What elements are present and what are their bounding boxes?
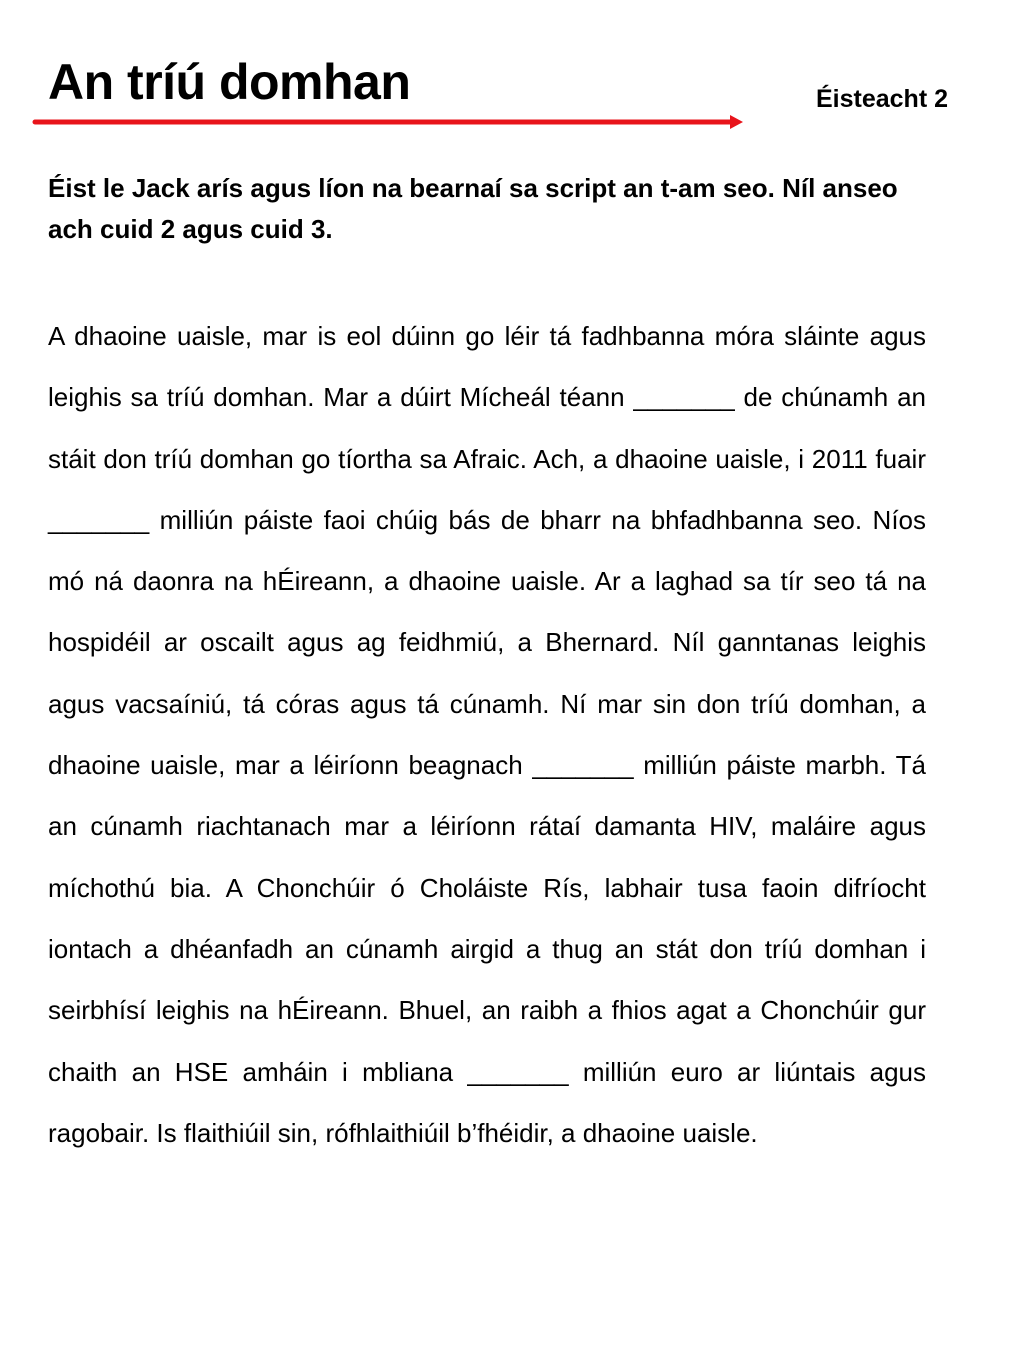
page-title: An tríú domhan [48,54,411,110]
instructions-text: Éist le Jack arís agus líon na bearnaí sa script an t-am seo. Níl anseo ach cuid 2 agus cuid 3. [48,173,898,244]
red-arrow-rule [32,110,744,134]
gap-fill-passage: A dhaoine uaisle, mar is eol dúinn go léir tá fadhbanna móra sláinte agus leighis sa tríú domhan. Mar a dúirt Mícheál téann _______ de chúnamh an stáit don tríú domhan go tíortha sa Afraic. Ach, a dhaoine uaisle, i 2011 fuair _______ milliún páiste faoi chúig bás de bharr na bhfadhbanna seo. Níos mó ná daonra na hÉireann, a dhaoine uaisle. Ar a laghad sa tír seo tá na hospidéil ar oscailt agus ag feidhmiú, a Bhernard. Níl ganntanas leighis agus vacsaíniú, tá córas agus tá cúnamh. Ní mar sin don tríú domhan, a dhaoine uaisle, mar a léiríonn beagnach _______ milliún páiste marbh. Tá an cúnamh riachtanach mar a léiríonn rátaí damanta HIV, maláire agus míchothú bia. A Chonchúir ó Choláiste Rís, labhair tusa faoin difríocht iontach a dhéanfadh an cúnamh airgid a thug an stát don tríú domhan i seirbhísí leighis na hÉireann. Bhuel, an raibh a fhios agat a Chonchúir gur chaith an HSE amháin i mbliana _______ milliún euro ar liúntais agus ragobair. Is flaithiúil sin, rófhlaithiúil b’fhéidir, a dhaoine uaisle. [48,321,926,1148]
exercise-label: Éisteacht 2 [815,85,948,113]
